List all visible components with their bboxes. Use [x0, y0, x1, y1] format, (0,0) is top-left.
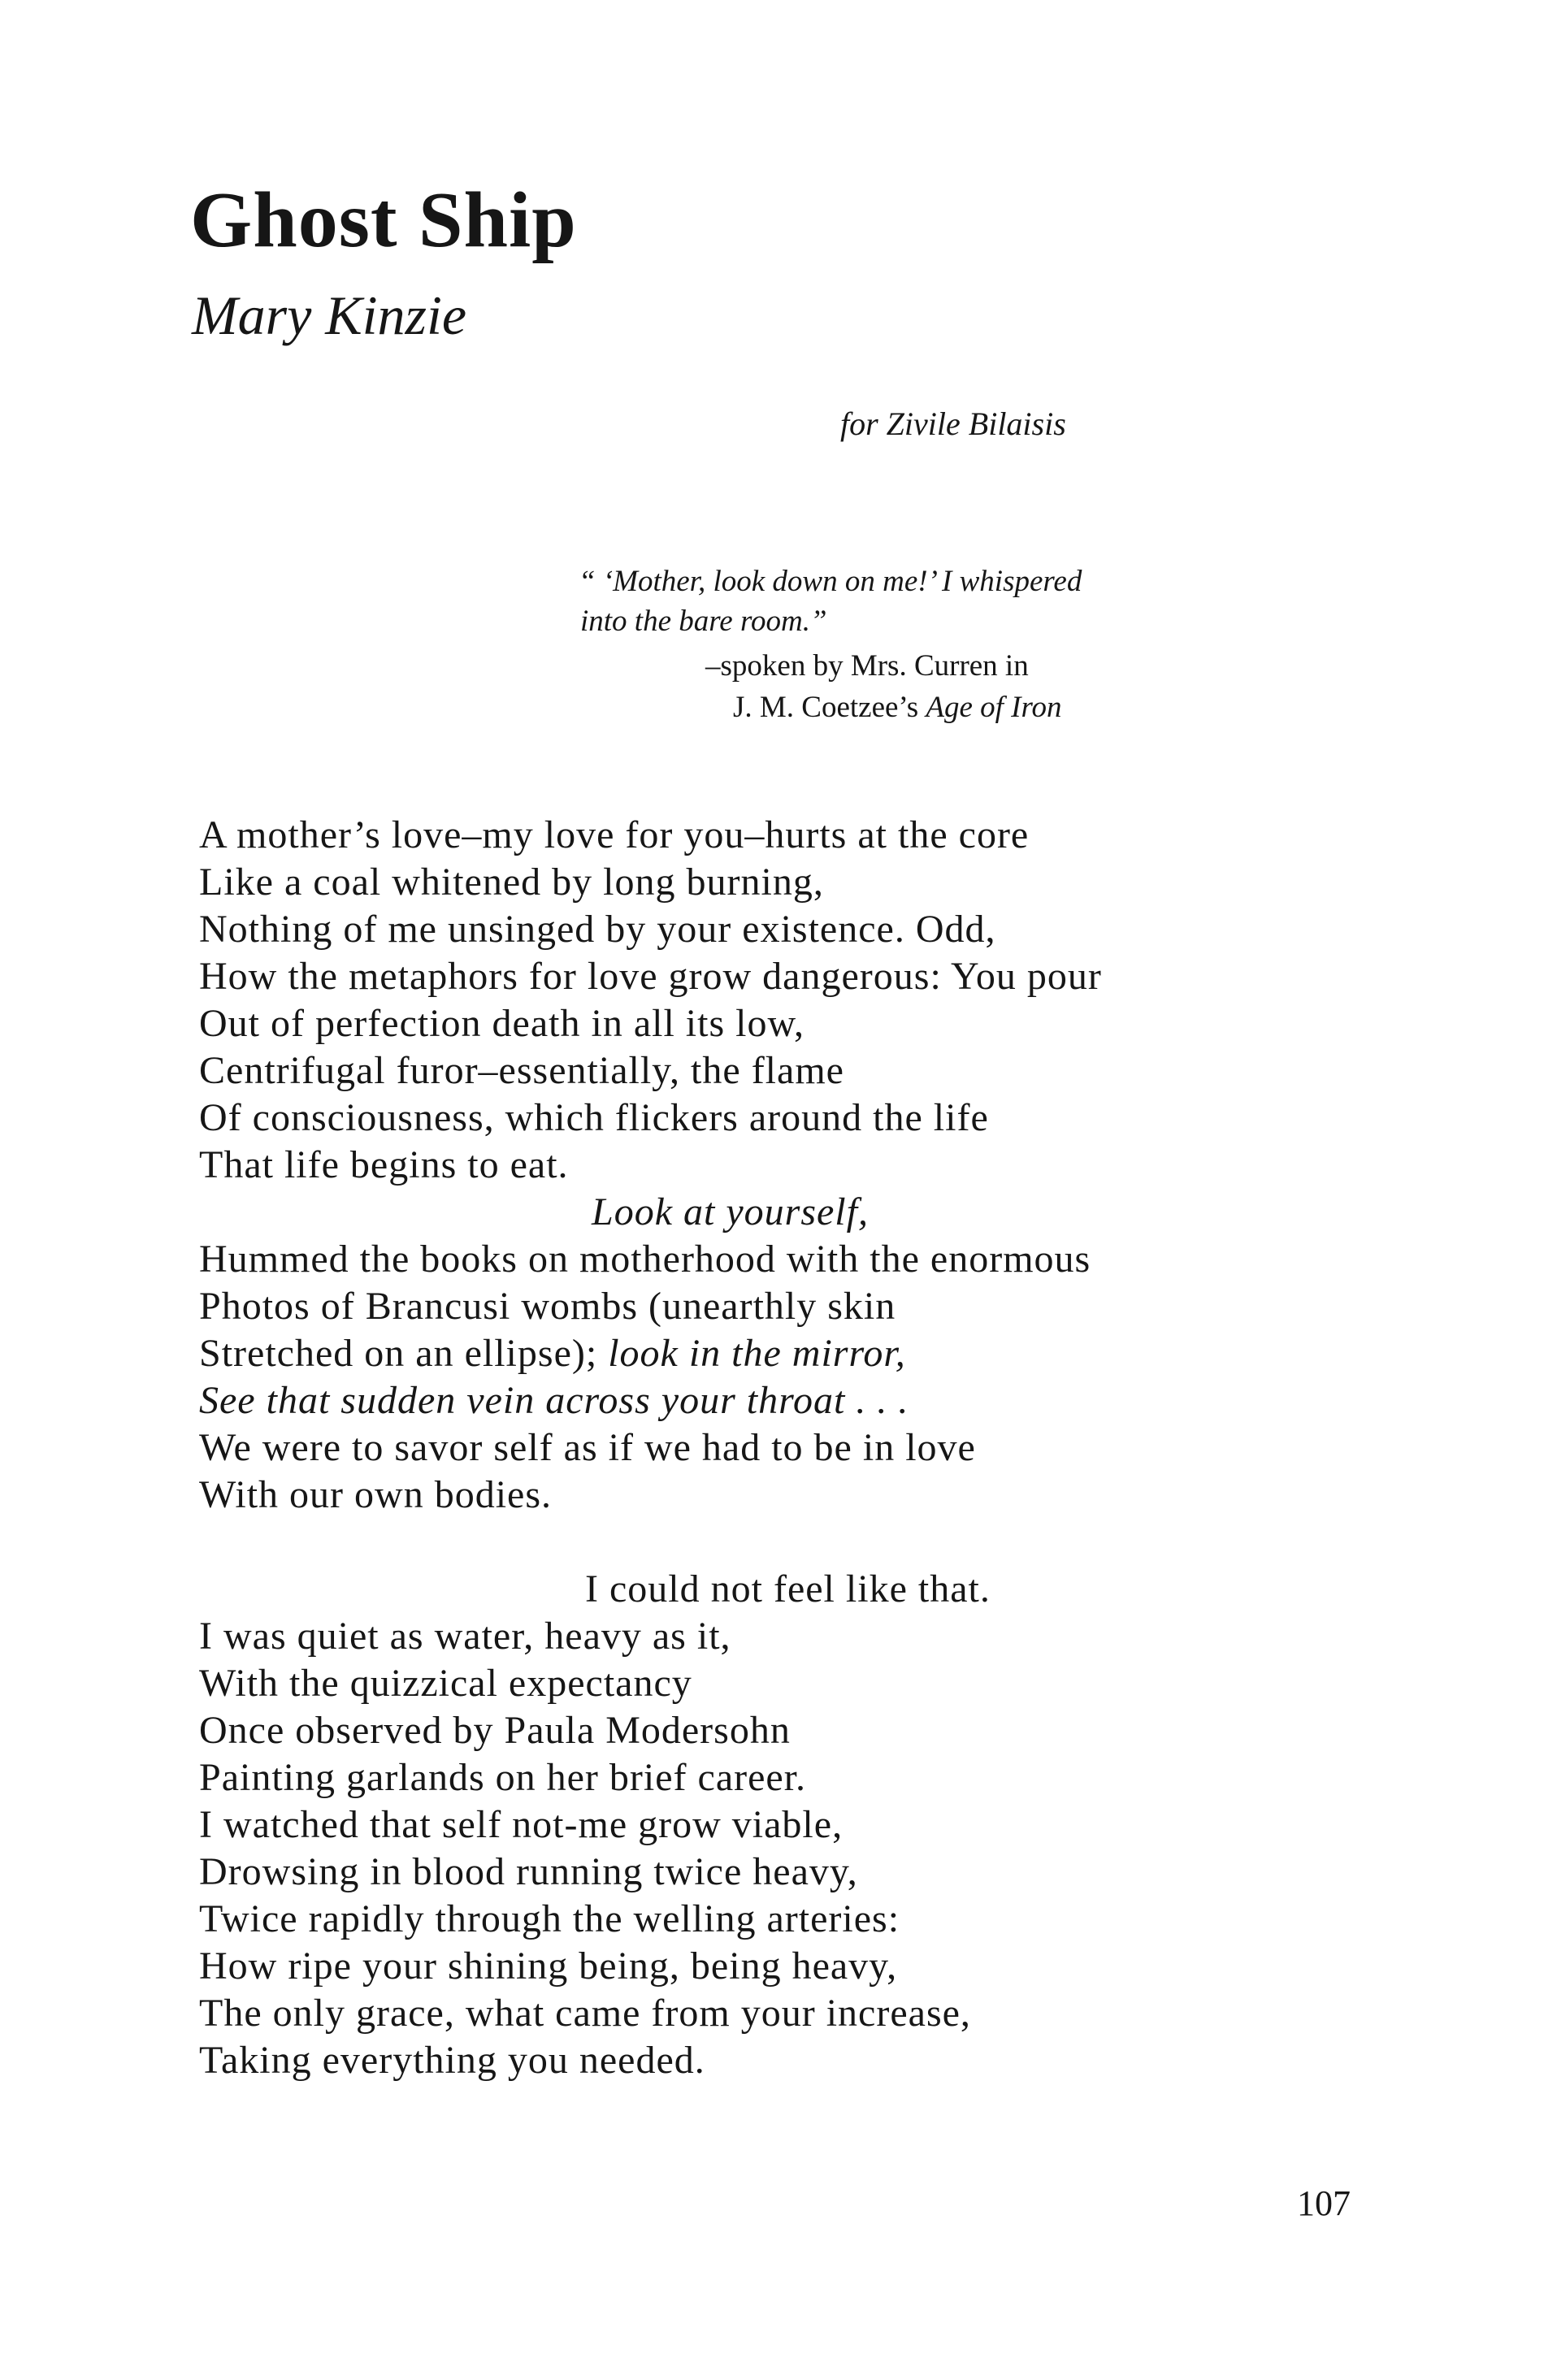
poem-line: Drowsing in blood running twice heavy, [199, 1850, 858, 1893]
poem-line: Twice rapidly through the welling arteries: [199, 1897, 900, 1940]
epigraph-attribution: J. M. Coetzee’s Age of Iron [733, 691, 1062, 724]
poem-line: Painting garlands on her brief career. [199, 1756, 807, 1799]
dedication: for Zivile Bilaisis [840, 405, 1066, 442]
epigraph-quote-line: into the bare room.” [580, 605, 827, 638]
poem-line: That life begins to eat. [199, 1143, 569, 1186]
poem-line: I could not feel like that. [585, 1567, 991, 1611]
poem-line: Like a coal whitened by long burning, [199, 861, 824, 904]
poem-line: Centrifugal furor–essentially, the flame [199, 1049, 844, 1092]
poem-line: Once observed by Paula Modersohn [199, 1709, 791, 1752]
poem-line: How the metaphors for love grow dangerous: You pour [199, 955, 1102, 998]
poem-title: Ghost Ship [190, 176, 577, 264]
poem-line: Stretched on an ellipse); look in the mirror, [199, 1332, 906, 1375]
poem-line: With our own bodies. [199, 1473, 553, 1516]
epigraph-book-title: Age of Iron [926, 691, 1062, 724]
page-number: 107 [1297, 2183, 1351, 2223]
poem-line: With the quizzical expectancy [199, 1662, 692, 1705]
poem-line: Hummed the books on motherhood with the enormous [199, 1238, 1091, 1281]
poem-line: I was quiet as water, heavy as it, [199, 1615, 731, 1658]
poem-line: The only grace, what came from your increase, [199, 1992, 971, 2035]
poem-line: Out of perfection death in all its low, [199, 1002, 805, 1045]
poem-line: We were to savor self as if we had to be in love [199, 1426, 976, 1469]
epigraph-quote-line: “ ‘Mother, look down on me!’ I whispered [579, 565, 1082, 598]
poem-line: A mother’s love–my love for you–hurts at the core [199, 813, 1030, 856]
author-name: Mary Kinzie [192, 284, 467, 346]
poem-line: Look at yourself, [592, 1190, 869, 1233]
poem-line: Photos of Brancusi wombs (unearthly skin [199, 1285, 896, 1328]
poem-line: How ripe your shining being, being heavy, [199, 1944, 898, 1988]
poem-line: Nothing of me unsinged by your existence. Odd, [199, 908, 996, 951]
poem-line: I watched that self not-me grow viable, [199, 1803, 844, 1846]
poem-line: Taking everything you needed. [199, 2039, 705, 2082]
poem-line: Of consciousness, which flickers around the life [199, 1096, 989, 1139]
poem-line: See that sudden vein across your throat . . . [199, 1379, 909, 1422]
epigraph-attribution: –spoken by Mrs. Curren in [705, 649, 1029, 683]
